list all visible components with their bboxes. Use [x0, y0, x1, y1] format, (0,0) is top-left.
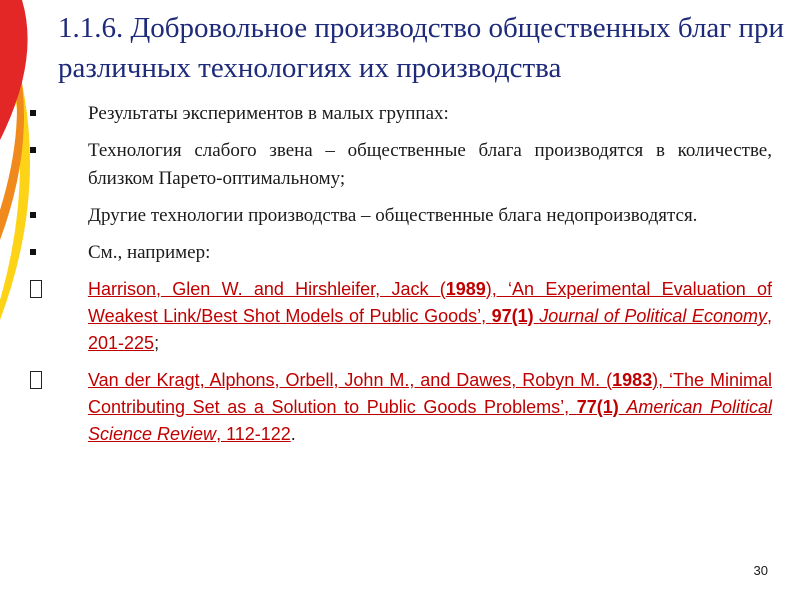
reference-end-punctuation: . — [290, 424, 296, 444]
square-bullet-icon — [30, 202, 50, 230]
reference-end-punctuation: ; — [154, 333, 160, 353]
square-bullet-icon — [30, 239, 50, 267]
reference-volume: 97(1) — [491, 306, 534, 326]
reference-title: ), ‘The Minimal Contributing Set as a Solution to Public Goods Problems’, — [88, 370, 772, 417]
bullet-text: Результаты экспериментов в малых группах: — [88, 103, 449, 124]
bullet-item — [30, 100, 772, 128]
bullet-item — [30, 202, 772, 230]
hollow-box-bullet-icon — [30, 276, 50, 303]
bullet-text: Технология слабого звена – общественные блага производятся в количестве, близком Парето-оптимальному; — [88, 140, 772, 189]
reference-journal: Journal of Political Economy — [539, 306, 767, 326]
reference-pages: , 201-225 — [88, 306, 772, 353]
bullet-item — [30, 239, 772, 267]
reference-title: ), ‘An Experimental Evaluation of Weakest Link/Best Shot Models of Public Goods’, — [88, 279, 772, 326]
hollow-box-bullet-icon — [30, 367, 50, 394]
reference-pages: , 112-122 — [216, 424, 291, 444]
reference-link[interactable] — [88, 279, 772, 353]
reference-item — [30, 276, 772, 357]
square-bullet-icon — [30, 100, 50, 128]
reference-authors: Harrison, Glen W. and Hirshleifer, Jack ( — [88, 279, 446, 299]
reference-year: 1989 — [445, 279, 486, 299]
reference-year: 1983 — [612, 370, 653, 390]
bullet-text: Другие технологии производства – общественные блага недопроизводятся. — [88, 205, 698, 226]
reference-volume: 77(1) — [576, 397, 619, 417]
reference-journal: American Political Science Review — [88, 397, 772, 444]
square-bullet-icon — [30, 137, 50, 165]
reference-link[interactable] — [88, 370, 772, 444]
reference-authors: Van der Kragt, Alphons, Orbell, John M., and Dawes, Robyn M. ( — [88, 370, 613, 390]
bullet-text: См., например: — [88, 242, 211, 263]
reference-item — [30, 367, 772, 448]
page-number: 30 — [753, 563, 768, 578]
slide-title: 1.1.6. Добровольное производство общественных благ при различных технологиях их производства — [58, 12, 784, 84]
slide-body — [30, 100, 772, 458]
bullet-item — [30, 137, 772, 193]
